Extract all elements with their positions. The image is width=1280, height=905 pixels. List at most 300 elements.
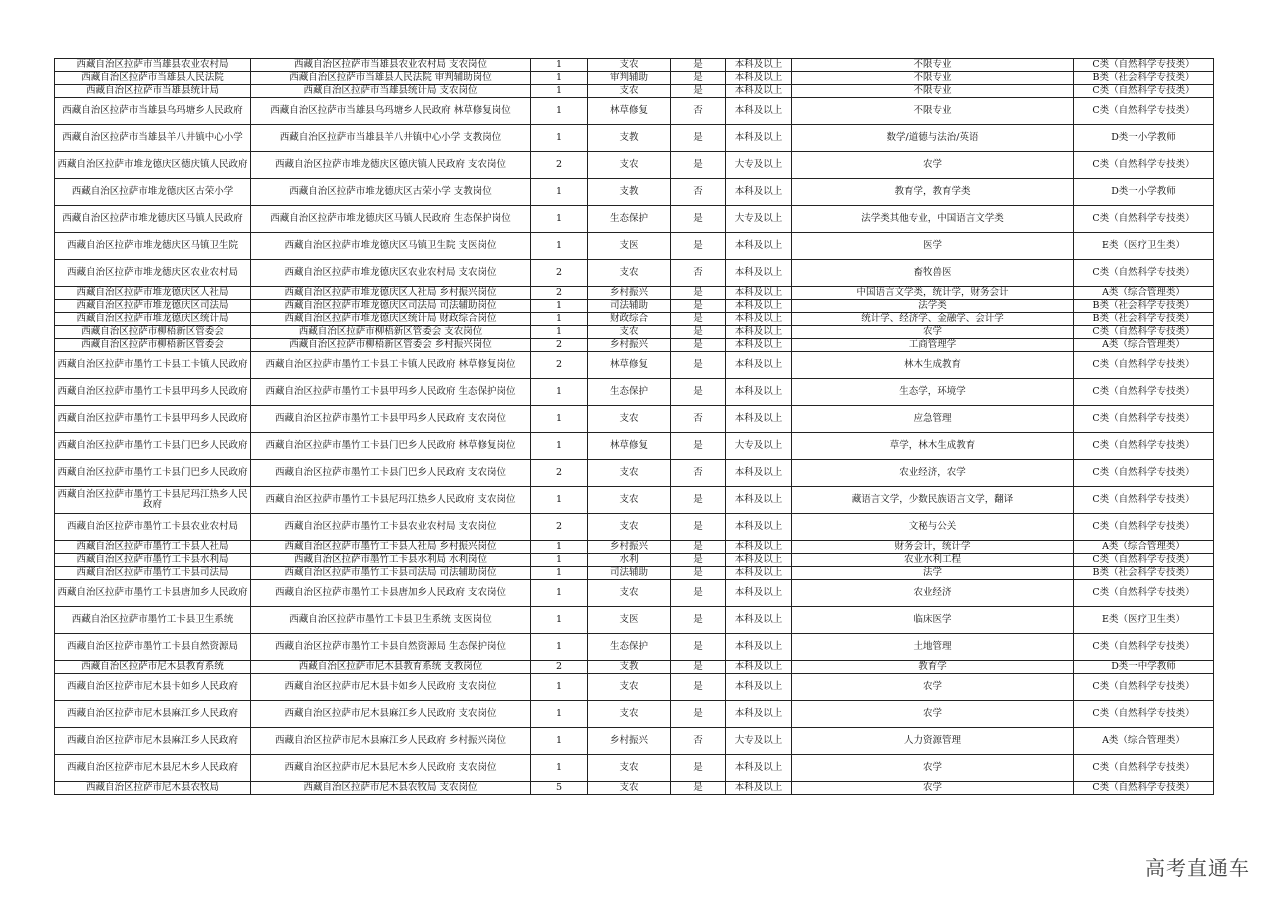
- education-cell: 本科及以上: [726, 460, 792, 487]
- headcount-cell: 2: [531, 352, 588, 379]
- position-cell: 西藏自治区拉萨市墨竹工卡县门巴乡人民政府 支农岗位: [251, 460, 531, 487]
- education-cell: 大专及以上: [726, 152, 792, 179]
- exam-type-cell: E类（医疗卫生类）: [1074, 233, 1214, 260]
- flag-cell: 是: [671, 661, 726, 674]
- position-cell: 西藏自治区拉萨市尼木县麻江乡人民政府 支农岗位: [251, 701, 531, 728]
- education-cell: 本科及以上: [726, 98, 792, 125]
- category-cell: 财政综合: [588, 313, 671, 326]
- position-cell: 西藏自治区拉萨市当雄县羊八井镇中心小学 支教岗位: [251, 125, 531, 152]
- exam-type-cell: C类（自然科学专技类）: [1074, 460, 1214, 487]
- exam-type-cell: D类一中学教师: [1074, 661, 1214, 674]
- employer-cell: 西藏自治区拉萨市墨竹工卡县自然资源局: [55, 634, 251, 661]
- position-cell: 西藏自治区拉萨市墨竹工卡县卫生系统 支医岗位: [251, 607, 531, 634]
- major-cell: 草学，林木生成教育: [792, 433, 1074, 460]
- category-cell: 支农: [588, 59, 671, 72]
- employer-cell: 西藏自治区拉萨市柳梧新区管委会: [55, 326, 251, 339]
- education-cell: 本科及以上: [726, 701, 792, 728]
- education-cell: 大专及以上: [726, 728, 792, 755]
- major-cell: 医学: [792, 233, 1074, 260]
- education-cell: 本科及以上: [726, 567, 792, 580]
- education-cell: 本科及以上: [726, 300, 792, 313]
- exam-type-cell: C类（自然科学专技类）: [1074, 514, 1214, 541]
- position-cell: 西藏自治区拉萨市尼木县尼木乡人民政府 支农岗位: [251, 755, 531, 782]
- education-cell: 本科及以上: [726, 406, 792, 433]
- table-row: [55, 661, 1214, 674]
- major-cell: 不限专业: [792, 98, 1074, 125]
- headcount-cell: 1: [531, 326, 588, 339]
- table-row: [55, 554, 1214, 567]
- education-cell: 本科及以上: [726, 755, 792, 782]
- category-cell: 支医: [588, 233, 671, 260]
- education-cell: 本科及以上: [726, 313, 792, 326]
- major-cell: 生态学，环境学: [792, 379, 1074, 406]
- table-row: [55, 728, 1214, 755]
- flag-cell: 是: [671, 85, 726, 98]
- flag-cell: 是: [671, 300, 726, 313]
- major-cell: 林木生成教育: [792, 352, 1074, 379]
- major-cell: 农学: [792, 782, 1074, 795]
- major-cell: 法学类其他专业，中国语言文学类: [792, 206, 1074, 233]
- category-cell: 林草修复: [588, 433, 671, 460]
- headcount-cell: 1: [531, 179, 588, 206]
- table-row: [55, 634, 1214, 661]
- education-cell: 本科及以上: [726, 580, 792, 607]
- major-cell: 农学: [792, 755, 1074, 782]
- table-row: [55, 125, 1214, 152]
- employer-cell: 西藏自治区拉萨市尼木县尼木乡人民政府: [55, 755, 251, 782]
- position-cell: 西藏自治区拉萨市堆龙德庆区统计局 财政综合岗位: [251, 313, 531, 326]
- education-cell: 本科及以上: [726, 72, 792, 85]
- flag-cell: 否: [671, 260, 726, 287]
- employer-cell: 西藏自治区拉萨市堆龙德庆区马镇卫生院: [55, 233, 251, 260]
- exam-type-cell: C类（自然科学专技类）: [1074, 260, 1214, 287]
- major-cell: 农学: [792, 326, 1074, 339]
- category-cell: 水利: [588, 554, 671, 567]
- position-cell: 西藏自治区拉萨市墨竹工卡县甲玛乡人民政府 生态保护岗位: [251, 379, 531, 406]
- flag-cell: 是: [671, 379, 726, 406]
- major-cell: 畜牧兽医: [792, 260, 1074, 287]
- category-cell: 支农: [588, 326, 671, 339]
- education-cell: 本科及以上: [726, 487, 792, 514]
- education-cell: 本科及以上: [726, 85, 792, 98]
- headcount-cell: 1: [531, 72, 588, 85]
- category-cell: 支医: [588, 607, 671, 634]
- education-cell: 本科及以上: [726, 379, 792, 406]
- major-cell: 不限专业: [792, 85, 1074, 98]
- position-cell: 西藏自治区拉萨市柳梧新区管委会 乡村振兴岗位: [251, 339, 531, 352]
- exam-type-cell: C类（自然科学专技类）: [1074, 755, 1214, 782]
- flag-cell: 是: [671, 72, 726, 85]
- category-cell: 乡村振兴: [588, 339, 671, 352]
- table-row: [55, 206, 1214, 233]
- category-cell: 乡村振兴: [588, 728, 671, 755]
- education-cell: 本科及以上: [726, 352, 792, 379]
- exam-type-cell: B类（社会科学专技类）: [1074, 72, 1214, 85]
- major-cell: 农业水利工程: [792, 554, 1074, 567]
- position-cell: 西藏自治区拉萨市墨竹工卡县司法局 司法辅助岗位: [251, 567, 531, 580]
- flag-cell: 是: [671, 782, 726, 795]
- exam-type-cell: D类一小学教师: [1074, 179, 1214, 206]
- exam-type-cell: A类（综合管理类）: [1074, 339, 1214, 352]
- flag-cell: 是: [671, 701, 726, 728]
- education-cell: 本科及以上: [726, 554, 792, 567]
- education-cell: 本科及以上: [726, 607, 792, 634]
- headcount-cell: 1: [531, 701, 588, 728]
- employer-cell: 西藏自治区拉萨市墨竹工卡县水利局: [55, 554, 251, 567]
- headcount-cell: 2: [531, 152, 588, 179]
- employer-cell: 西藏自治区拉萨市当雄县农业农村局: [55, 59, 251, 72]
- exam-type-cell: B类（社会科学专技类）: [1074, 567, 1214, 580]
- employer-cell: 西藏自治区拉萨市堆龙德庆区德庆镇人民政府: [55, 152, 251, 179]
- major-cell: 农业经济，农学: [792, 460, 1074, 487]
- headcount-cell: 1: [531, 487, 588, 514]
- flag-cell: 是: [671, 313, 726, 326]
- headcount-cell: 1: [531, 541, 588, 554]
- position-cell: 西藏自治区拉萨市墨竹工卡县自然资源局 生态保护岗位: [251, 634, 531, 661]
- employer-cell: 西藏自治区拉萨市当雄县统计局: [55, 85, 251, 98]
- major-cell: 法学类: [792, 300, 1074, 313]
- education-cell: 本科及以上: [726, 514, 792, 541]
- category-cell: 审判辅助: [588, 72, 671, 85]
- table-row: [55, 233, 1214, 260]
- education-cell: 本科及以上: [726, 59, 792, 72]
- headcount-cell: 1: [531, 300, 588, 313]
- exam-type-cell: C类（自然科学专技类）: [1074, 701, 1214, 728]
- education-cell: 大专及以上: [726, 433, 792, 460]
- education-cell: 本科及以上: [726, 782, 792, 795]
- headcount-cell: 1: [531, 125, 588, 152]
- exam-type-cell: C类（自然科学专技类）: [1074, 326, 1214, 339]
- education-cell: 本科及以上: [726, 661, 792, 674]
- exam-type-cell: B类（社会科学专技类）: [1074, 313, 1214, 326]
- major-cell: 文秘与公关: [792, 514, 1074, 541]
- category-cell: 支农: [588, 701, 671, 728]
- table-row: [55, 326, 1214, 339]
- table-row: [55, 674, 1214, 701]
- category-cell: 生态保护: [588, 206, 671, 233]
- exam-type-cell: C类（自然科学专技类）: [1074, 487, 1214, 514]
- table-row: [55, 152, 1214, 179]
- table-row: [55, 59, 1214, 72]
- flag-cell: 是: [671, 152, 726, 179]
- employer-cell: 西藏自治区拉萨市墨竹工卡县尼玛江热乡人民政府: [55, 487, 251, 514]
- flag-cell: 是: [671, 125, 726, 152]
- exam-type-cell: C类（自然科学专技类）: [1074, 206, 1214, 233]
- position-cell: 西藏自治区拉萨市墨竹工卡县工卡镇人民政府 林草修复岗位: [251, 352, 531, 379]
- headcount-cell: 1: [531, 379, 588, 406]
- education-cell: 本科及以上: [726, 260, 792, 287]
- category-cell: 支农: [588, 487, 671, 514]
- flag-cell: 是: [671, 541, 726, 554]
- headcount-cell: 2: [531, 514, 588, 541]
- employer-cell: 西藏自治区拉萨市尼木县农牧局: [55, 782, 251, 795]
- table-row: [55, 514, 1214, 541]
- exam-type-cell: C类（自然科学专技类）: [1074, 85, 1214, 98]
- education-cell: 本科及以上: [726, 233, 792, 260]
- major-cell: 农学: [792, 152, 1074, 179]
- employer-cell: 西藏自治区拉萨市墨竹工卡县甲玛乡人民政府: [55, 379, 251, 406]
- flag-cell: 否: [671, 98, 726, 125]
- major-cell: 藏语言文学，少数民族语言文学，翻译: [792, 487, 1074, 514]
- flag-cell: 否: [671, 179, 726, 206]
- exam-type-cell: B类（社会科学专技类）: [1074, 300, 1214, 313]
- headcount-cell: 1: [531, 433, 588, 460]
- flag-cell: 是: [671, 580, 726, 607]
- exam-type-cell: E类（医疗卫生类）: [1074, 607, 1214, 634]
- major-cell: 教育学: [792, 661, 1074, 674]
- flag-cell: 是: [671, 433, 726, 460]
- employer-cell: 西藏自治区拉萨市堆龙德庆区农业农村局: [55, 260, 251, 287]
- position-cell: 西藏自治区拉萨市当雄县人民法院 审判辅助岗位: [251, 72, 531, 85]
- employer-cell: 西藏自治区拉萨市墨竹工卡县人社局: [55, 541, 251, 554]
- position-cell: 西藏自治区拉萨市尼木县麻江乡人民政府 乡村振兴岗位: [251, 728, 531, 755]
- employer-cell: 西藏自治区拉萨市堆龙德庆区古荣小学: [55, 179, 251, 206]
- category-cell: 支农: [588, 460, 671, 487]
- exam-type-cell: C类（自然科学专技类）: [1074, 634, 1214, 661]
- employer-cell: 西藏自治区拉萨市尼木县教育系统: [55, 661, 251, 674]
- position-cell: 西藏自治区拉萨市尼木县教育系统 支教岗位: [251, 661, 531, 674]
- exam-type-cell: C类（自然科学专技类）: [1074, 98, 1214, 125]
- table-row: [55, 541, 1214, 554]
- flag-cell: 是: [671, 233, 726, 260]
- category-cell: 支教: [588, 125, 671, 152]
- major-cell: 不限专业: [792, 72, 1074, 85]
- position-cell: 西藏自治区拉萨市尼木县农牧局 支农岗位: [251, 782, 531, 795]
- category-cell: 支农: [588, 755, 671, 782]
- exam-type-cell: C类（自然科学专技类）: [1074, 59, 1214, 72]
- major-cell: 不限专业: [792, 59, 1074, 72]
- category-cell: 林草修复: [588, 352, 671, 379]
- table-row: [55, 580, 1214, 607]
- position-cell: 西藏自治区拉萨市当雄县统计局 支农岗位: [251, 85, 531, 98]
- exam-type-cell: D类一小学教师: [1074, 125, 1214, 152]
- headcount-cell: 1: [531, 728, 588, 755]
- flag-cell: 是: [671, 339, 726, 352]
- position-cell: 西藏自治区拉萨市当雄县农业农村局 支农岗位: [251, 59, 531, 72]
- flag-cell: 是: [671, 287, 726, 300]
- flag-cell: 否: [671, 728, 726, 755]
- flag-cell: 是: [671, 352, 726, 379]
- headcount-cell: 1: [531, 607, 588, 634]
- headcount-cell: 2: [531, 460, 588, 487]
- category-cell: 支教: [588, 179, 671, 206]
- exam-type-cell: C类（自然科学专技类）: [1074, 782, 1214, 795]
- education-cell: 本科及以上: [726, 125, 792, 152]
- exam-type-cell: C类（自然科学专技类）: [1074, 406, 1214, 433]
- major-cell: 人力资源管理: [792, 728, 1074, 755]
- category-cell: 支教: [588, 661, 671, 674]
- table-row: [55, 98, 1214, 125]
- education-cell: 本科及以上: [726, 326, 792, 339]
- headcount-cell: 1: [531, 567, 588, 580]
- major-cell: 土地管理: [792, 634, 1074, 661]
- exam-type-cell: C类（自然科学专技类）: [1074, 580, 1214, 607]
- flag-cell: 是: [671, 607, 726, 634]
- headcount-cell: 1: [531, 85, 588, 98]
- education-cell: 本科及以上: [726, 634, 792, 661]
- employer-cell: 西藏自治区拉萨市尼木县卡如乡人民政府: [55, 674, 251, 701]
- employer-cell: 西藏自治区拉萨市墨竹工卡县农业农村局: [55, 514, 251, 541]
- category-cell: 支农: [588, 152, 671, 179]
- flag-cell: 是: [671, 326, 726, 339]
- employer-cell: 西藏自治区拉萨市墨竹工卡县甲玛乡人民政府: [55, 406, 251, 433]
- table-row: [55, 433, 1214, 460]
- exam-type-cell: C类（自然科学专技类）: [1074, 433, 1214, 460]
- employer-cell: 西藏自治区拉萨市墨竹工卡县卫生系统: [55, 607, 251, 634]
- category-cell: 支农: [588, 260, 671, 287]
- position-cell: 西藏自治区拉萨市尼木县卡如乡人民政府 支农岗位: [251, 674, 531, 701]
- exam-type-cell: C类（自然科学专技类）: [1074, 674, 1214, 701]
- education-cell: 本科及以上: [726, 287, 792, 300]
- education-cell: 本科及以上: [726, 541, 792, 554]
- watermark-text: 高考直通车: [1145, 856, 1250, 880]
- flag-cell: 是: [671, 634, 726, 661]
- headcount-cell: 2: [531, 287, 588, 300]
- category-cell: 支农: [588, 782, 671, 795]
- employer-cell: 西藏自治区拉萨市当雄县乌玛塘乡人民政府: [55, 98, 251, 125]
- position-cell: 西藏自治区拉萨市堆龙德庆区人社局 乡村振兴岗位: [251, 287, 531, 300]
- category-cell: 林草修复: [588, 98, 671, 125]
- table-row: [55, 406, 1214, 433]
- employer-cell: 西藏自治区拉萨市墨竹工卡县唐加乡人民政府: [55, 580, 251, 607]
- position-cell: 西藏自治区拉萨市墨竹工卡县水利局 水利岗位: [251, 554, 531, 567]
- headcount-cell: 2: [531, 339, 588, 352]
- exam-type-cell: C类（自然科学专技类）: [1074, 352, 1214, 379]
- major-cell: 数学/道德与法治/英语: [792, 125, 1074, 152]
- employer-cell: 西藏自治区拉萨市堆龙德庆区统计局: [55, 313, 251, 326]
- category-cell: 生态保护: [588, 379, 671, 406]
- headcount-cell: 2: [531, 661, 588, 674]
- table-row: [55, 607, 1214, 634]
- flag-cell: 是: [671, 206, 726, 233]
- employer-cell: 西藏自治区拉萨市墨竹工卡县工卡镇人民政府: [55, 352, 251, 379]
- employer-cell: 西藏自治区拉萨市尼木县麻江乡人民政府: [55, 701, 251, 728]
- headcount-cell: 1: [531, 634, 588, 661]
- table-row: [55, 701, 1214, 728]
- flag-cell: 是: [671, 567, 726, 580]
- table-row: [55, 352, 1214, 379]
- table-row: [55, 287, 1214, 300]
- headcount-cell: 1: [531, 406, 588, 433]
- table-row: [55, 313, 1214, 326]
- position-cell: 西藏自治区拉萨市墨竹工卡县尼玛江热乡人民政府 支农岗位: [251, 487, 531, 514]
- table-row: [55, 782, 1214, 795]
- major-cell: 教育学，教育学类: [792, 179, 1074, 206]
- major-cell: 财务会计，统计学: [792, 541, 1074, 554]
- headcount-cell: 1: [531, 313, 588, 326]
- major-cell: 农学: [792, 701, 1074, 728]
- position-cell: 西藏自治区拉萨市堆龙德庆区司法局 司法辅助岗位: [251, 300, 531, 313]
- major-cell: 临床医学: [792, 607, 1074, 634]
- headcount-cell: 1: [531, 98, 588, 125]
- employer-cell: 西藏自治区拉萨市柳梧新区管委会: [55, 339, 251, 352]
- employer-cell: 西藏自治区拉萨市当雄县羊八井镇中心小学: [55, 125, 251, 152]
- table-row: [55, 300, 1214, 313]
- headcount-cell: 1: [531, 233, 588, 260]
- category-cell: 生态保护: [588, 634, 671, 661]
- flag-cell: 是: [671, 59, 726, 72]
- table-row: [55, 379, 1214, 406]
- position-cell: 西藏自治区拉萨市墨竹工卡县农业农村局 支农岗位: [251, 514, 531, 541]
- employer-cell: 西藏自治区拉萨市堆龙德庆区马镇人民政府: [55, 206, 251, 233]
- position-cell: 西藏自治区拉萨市墨竹工卡县甲玛乡人民政府 支农岗位: [251, 406, 531, 433]
- position-cell: 西藏自治区拉萨市堆龙德庆区古荣小学 支教岗位: [251, 179, 531, 206]
- exam-type-cell: A类（综合管理类）: [1074, 287, 1214, 300]
- headcount-cell: 1: [531, 206, 588, 233]
- table-row: [55, 460, 1214, 487]
- headcount-cell: 1: [531, 580, 588, 607]
- flag-cell: 是: [671, 755, 726, 782]
- major-cell: 中国语言文学类，统计学，财务会计: [792, 287, 1074, 300]
- education-cell: 本科及以上: [726, 674, 792, 701]
- major-cell: 农业经济: [792, 580, 1074, 607]
- position-cell: 西藏自治区拉萨市堆龙德庆区农业农村局 支农岗位: [251, 260, 531, 287]
- employer-cell: 西藏自治区拉萨市堆龙德庆区司法局: [55, 300, 251, 313]
- category-cell: 支农: [588, 406, 671, 433]
- category-cell: 乡村振兴: [588, 541, 671, 554]
- employer-cell: 西藏自治区拉萨市墨竹工卡县门巴乡人民政府: [55, 433, 251, 460]
- headcount-cell: 1: [531, 554, 588, 567]
- flag-cell: 是: [671, 514, 726, 541]
- education-cell: 本科及以上: [726, 339, 792, 352]
- category-cell: 支农: [588, 85, 671, 98]
- category-cell: 支农: [588, 514, 671, 541]
- table-row: [55, 179, 1214, 206]
- exam-type-cell: A类（综合管理类）: [1074, 541, 1214, 554]
- table-row: [55, 339, 1214, 352]
- flag-cell: 否: [671, 460, 726, 487]
- major-cell: 工商管理学: [792, 339, 1074, 352]
- table-row: [55, 72, 1214, 85]
- flag-cell: 是: [671, 487, 726, 514]
- table-row: [55, 260, 1214, 287]
- headcount-cell: 5: [531, 782, 588, 795]
- flag-cell: 是: [671, 674, 726, 701]
- major-cell: 农学: [792, 674, 1074, 701]
- category-cell: 乡村振兴: [588, 287, 671, 300]
- headcount-cell: 1: [531, 674, 588, 701]
- major-cell: 统计学、经济学、金融学、会计学: [792, 313, 1074, 326]
- exam-type-cell: C类（自然科学专技类）: [1074, 379, 1214, 406]
- table-row: [55, 487, 1214, 514]
- position-cell: 西藏自治区拉萨市墨竹工卡县门巴乡人民政府 林草修复岗位: [251, 433, 531, 460]
- employer-cell: 西藏自治区拉萨市堆龙德庆区人社局: [55, 287, 251, 300]
- exam-type-cell: C类（自然科学专技类）: [1074, 152, 1214, 179]
- employer-cell: 西藏自治区拉萨市墨竹工卡县司法局: [55, 567, 251, 580]
- category-cell: 司法辅助: [588, 300, 671, 313]
- position-cell: 西藏自治区拉萨市墨竹工卡县唐加乡人民政府 支农岗位: [251, 580, 531, 607]
- education-cell: 大专及以上: [726, 206, 792, 233]
- position-cell: 西藏自治区拉萨市当雄县乌玛塘乡人民政府 林草修复岗位: [251, 98, 531, 125]
- education-cell: 本科及以上: [726, 179, 792, 206]
- headcount-cell: 1: [531, 755, 588, 782]
- headcount-cell: 2: [531, 260, 588, 287]
- position-cell: 西藏自治区拉萨市墨竹工卡县人社局 乡村振兴岗位: [251, 541, 531, 554]
- employer-cell: 西藏自治区拉萨市当雄县人民法院: [55, 72, 251, 85]
- job-table: [54, 58, 1214, 795]
- position-cell: 西藏自治区拉萨市柳梧新区管委会 支农岗位: [251, 326, 531, 339]
- employer-cell: 西藏自治区拉萨市尼木县麻江乡人民政府: [55, 728, 251, 755]
- table-row: [55, 85, 1214, 98]
- category-cell: 支农: [588, 580, 671, 607]
- flag-cell: 是: [671, 554, 726, 567]
- position-cell: 西藏自治区拉萨市堆龙德庆区马镇人民政府 生态保护岗位: [251, 206, 531, 233]
- position-cell: 西藏自治区拉萨市堆龙德庆区德庆镇人民政府 支农岗位: [251, 152, 531, 179]
- exam-type-cell: C类（自然科学专技类）: [1074, 554, 1214, 567]
- flag-cell: 否: [671, 406, 726, 433]
- headcount-cell: 1: [531, 59, 588, 72]
- major-cell: 应急管理: [792, 406, 1074, 433]
